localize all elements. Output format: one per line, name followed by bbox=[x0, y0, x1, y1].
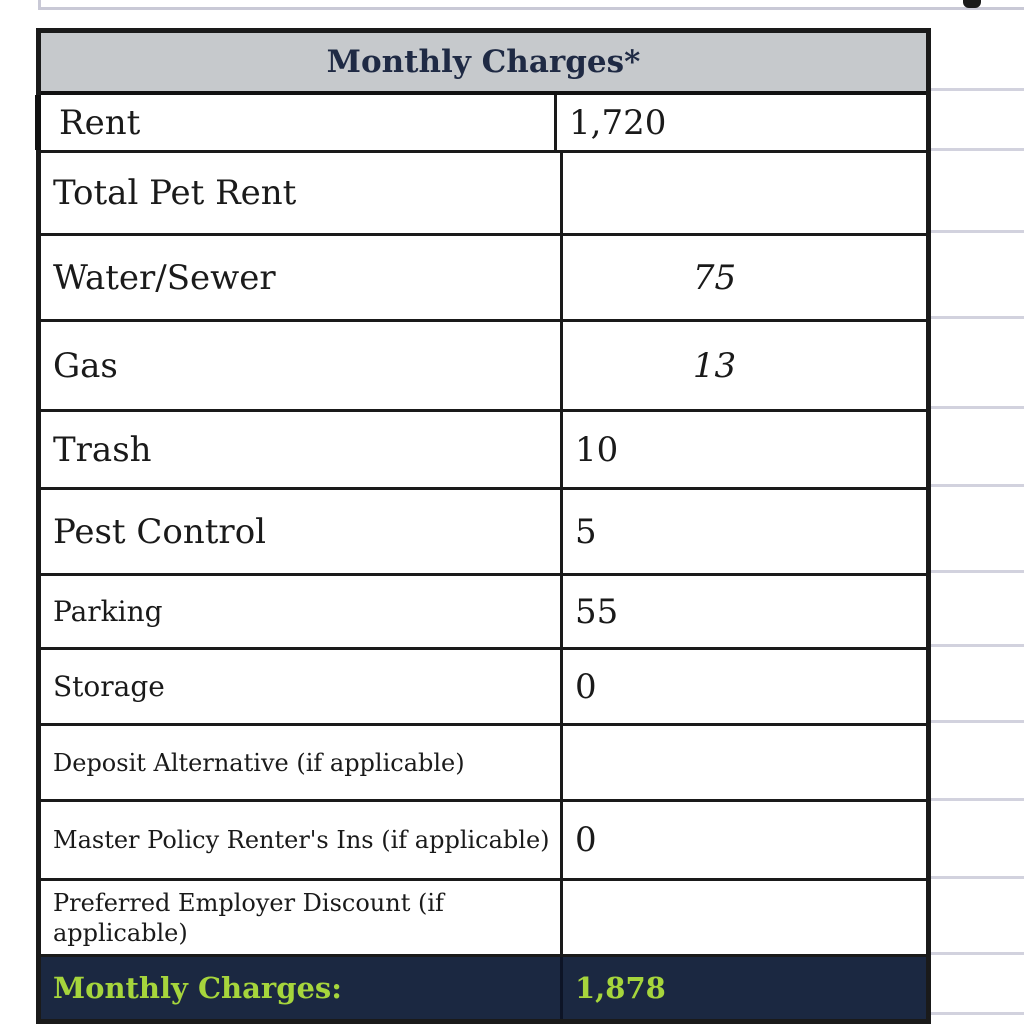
row-value: 5 bbox=[575, 511, 597, 552]
table-row bbox=[41, 576, 926, 650]
row-value: 0 bbox=[575, 820, 597, 860]
table-row bbox=[41, 322, 926, 412]
row-value: 13 bbox=[692, 345, 737, 386]
row-label: Total Pet Rent bbox=[41, 153, 563, 233]
row-label: Gas bbox=[41, 322, 563, 409]
background-rule bbox=[930, 876, 1024, 879]
table-title: Monthly Charges* bbox=[41, 33, 926, 95]
row-value: 0 bbox=[575, 666, 597, 707]
total-row bbox=[41, 957, 926, 1019]
table-row bbox=[41, 236, 926, 322]
row-label: Water/Sewer bbox=[41, 236, 563, 319]
background-rule bbox=[930, 720, 1024, 723]
background-rule bbox=[930, 406, 1024, 409]
row-label: Preferred Employer Discount (if applicable) bbox=[41, 881, 563, 954]
background-rule bbox=[930, 230, 1024, 233]
row-value bbox=[563, 153, 926, 233]
row-value bbox=[563, 726, 926, 799]
table-row bbox=[41, 650, 926, 726]
row-value: 1,720 bbox=[569, 102, 667, 143]
monthly-charges-table bbox=[36, 28, 931, 1024]
previous-section-edge bbox=[38, 0, 1024, 10]
background-rule bbox=[930, 644, 1024, 647]
background-rule bbox=[930, 316, 1024, 319]
background-rule bbox=[930, 570, 1024, 573]
table-row bbox=[41, 726, 926, 802]
row-label: Parking bbox=[41, 576, 563, 647]
cropped-text-fragment bbox=[963, 0, 981, 8]
total-value: 1,878 bbox=[575, 971, 666, 1005]
background-rule bbox=[930, 148, 1024, 151]
background-rule bbox=[930, 1012, 1024, 1015]
table-row bbox=[41, 490, 926, 576]
row-label: Rent bbox=[35, 95, 557, 150]
row-value: 55 bbox=[575, 591, 619, 632]
background-rule bbox=[930, 798, 1024, 801]
row-label: Deposit Alternative (if applicable) bbox=[41, 726, 563, 799]
row-value bbox=[563, 881, 926, 954]
table-row bbox=[41, 95, 926, 153]
table-row bbox=[41, 802, 926, 881]
background-rule bbox=[930, 484, 1024, 487]
row-label: Trash bbox=[41, 412, 563, 487]
row-label: Storage bbox=[41, 650, 563, 723]
table-row bbox=[41, 881, 926, 957]
background-rule bbox=[930, 952, 1024, 955]
total-label: Monthly Charges: bbox=[41, 957, 563, 1019]
row-value: 75 bbox=[692, 257, 737, 298]
row-label: Pest Control bbox=[41, 490, 563, 573]
row-value: 10 bbox=[575, 429, 619, 470]
row-label: Master Policy Renter's Ins (if applicable) bbox=[41, 802, 563, 878]
table-row bbox=[41, 412, 926, 490]
background-rule bbox=[930, 88, 1024, 91]
table-row bbox=[41, 153, 926, 236]
